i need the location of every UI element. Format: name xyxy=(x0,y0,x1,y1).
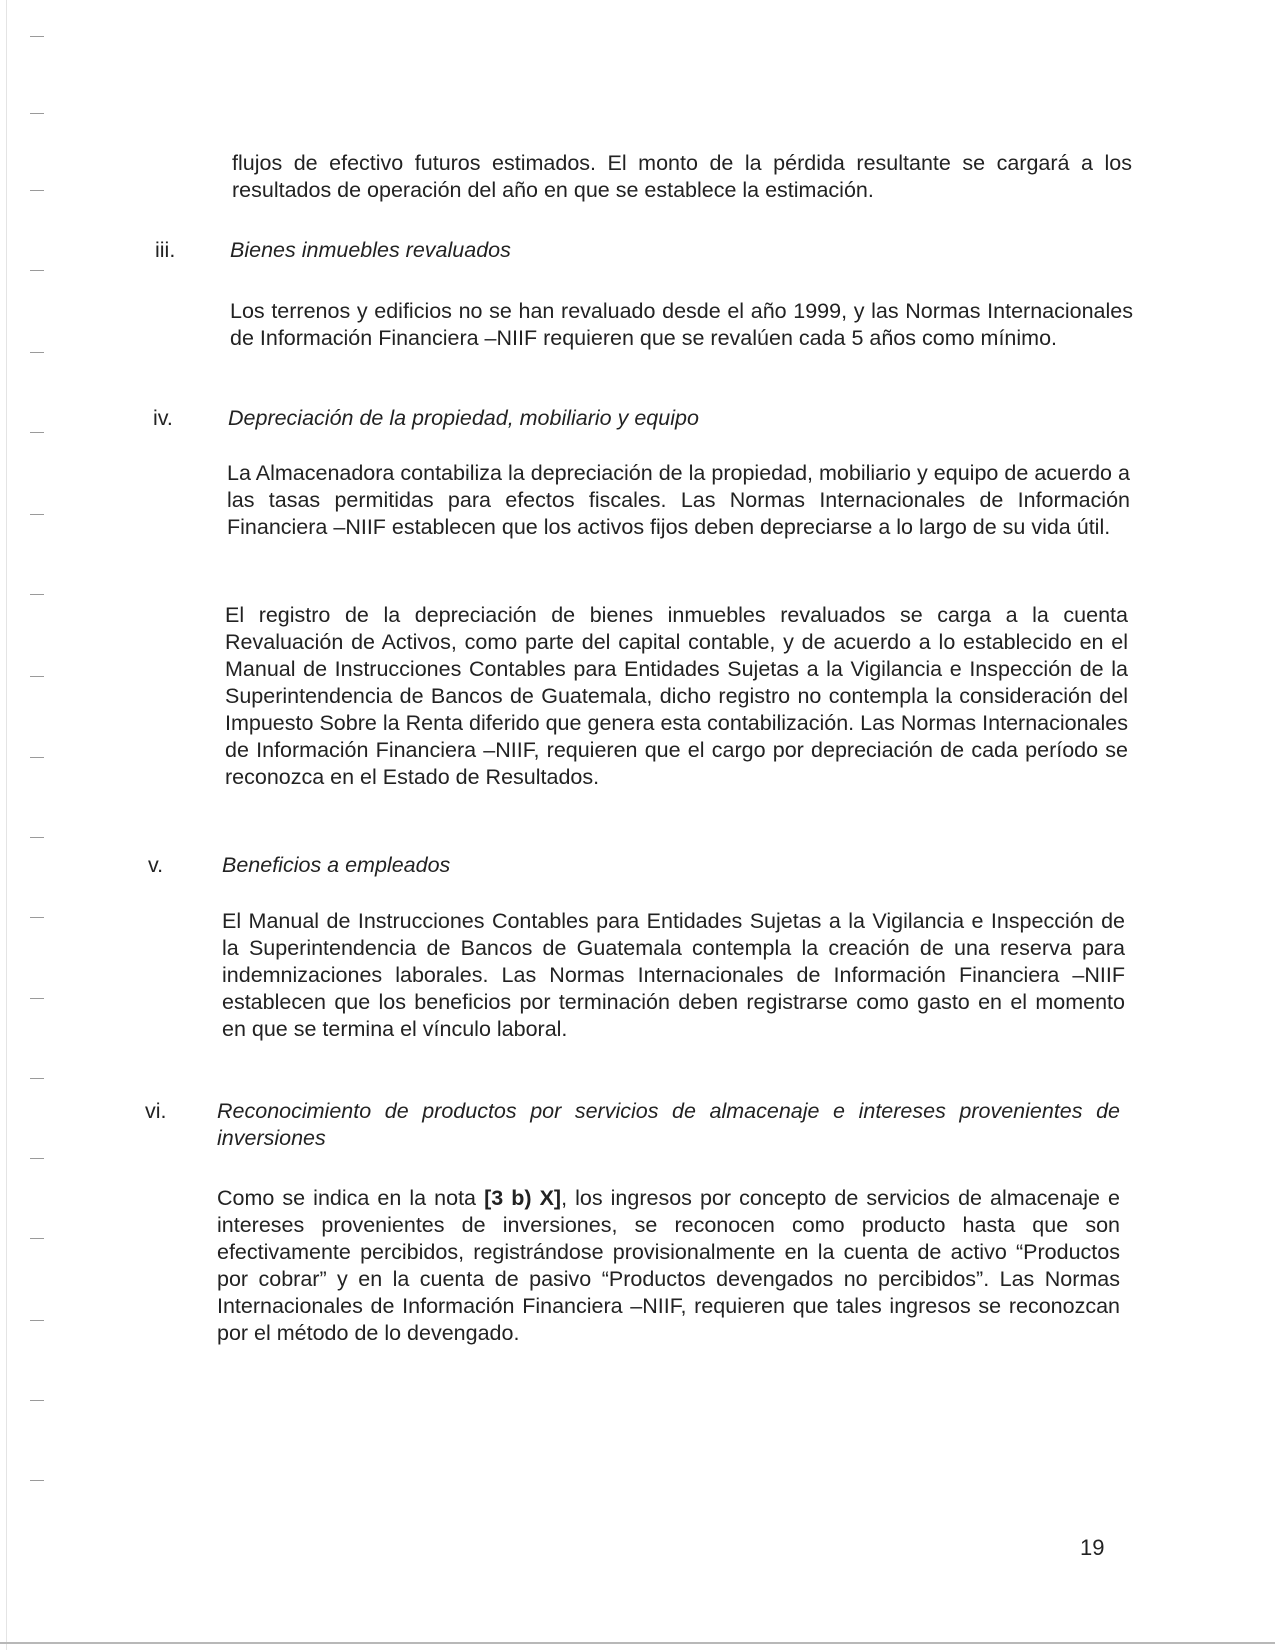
section-iii-paragraph-1: Los terrenos y edificios no se han revaluado desde el año 1999, y las Normas Internacionales de Información Financiera –NIIF requieren que se revalúen cada 5 años como mínimo. xyxy=(230,299,1133,350)
scan-bottom-rule xyxy=(0,1642,1275,1644)
section-marker-v: v. xyxy=(148,853,164,877)
section-heading-v: Beneficios a empleados xyxy=(222,853,451,877)
section-marker-iv: iv. xyxy=(153,406,173,430)
paragraph-text-end: , los ingresos por concepto de servicios de almacenaje e intereses provenientes de inversiones, se reconocen como producto hasta que son efectivamente percibidos, registrándose provisionalmente en la cuenta de activo “Productos por cobrar” y en la cuenta de pasivo “Productos devengados no percibidos”. Las Normas Internacionales de Información Financiera –NIIF, requieren que tales ingresos se reconozcan por el método de lo devengado. xyxy=(217,1186,1121,1345)
section-vi-paragraph-1 xyxy=(217,1185,1120,1347)
section-heading-vi: Reconocimiento de productos por servicios de almacenaje e intereses provenientes de inversiones xyxy=(217,1099,1120,1150)
section-heading-iv: Depreciación de la propiedad, mobiliario y equipo xyxy=(228,406,699,430)
section-iv-paragraph-1: La Almacenadora contabiliza la depreciación de la propiedad, mobiliario y equipo de acuerdo a las tasas permitidas para efectos fiscales. Las Normas Internacionales de Información Financiera –NIIF establecen que los activos fijos deben depreciarse a lo largo de su vida útil. xyxy=(227,461,1130,539)
page-number: 19 xyxy=(1080,1535,1105,1560)
section-v-paragraph-1: El Manual de Instrucciones Contables para Entidades Sujetas a la Vigilancia e Inspección de la Superintendencia de Bancos de Guatemala contempla la creación de una reserva para indemnizaciones laborales. Las Normas Internacionales de Información Financiera –NIIF establecen que los beneficios por terminación deben registrarse como gasto en el momento en que se termina el vínculo laboral. xyxy=(222,909,1125,1041)
intro-paragraph: flujos de efectivo futuros estimados. El monto de la pérdida resultante se cargará a los resultados de operación del año en que se establece la estimación. xyxy=(232,151,1132,202)
note-reference: [3 b) X] xyxy=(484,1186,562,1210)
section-marker-iii: iii. xyxy=(155,238,176,262)
section-heading-iii: Bienes inmuebles revaluados xyxy=(230,238,511,262)
section-marker-vi: vi. xyxy=(145,1099,167,1123)
section-iv-paragraph-2: El registro de la depreciación de bienes inmuebles revaluados se carga a la cuenta Revaluación de Activos, como parte del capital contable, y de acuerdo a lo establecido en el Manual de Instrucciones Contables para Entidades Sujetas a la Vigilancia e Inspección de la Superintendencia de Bancos de Guatemala, dicho registro no contempla la consideración del Impuesto Sobre la Renta diferido que genera esta contabilización. Las Normas Internacionales de Información Financiera –NIIF, requieren que el cargo por depreciación de cada período se reconozca en el Estado de Resultados. xyxy=(225,603,1128,789)
paragraph-text-start: Como se indica en la nota xyxy=(217,1186,485,1210)
